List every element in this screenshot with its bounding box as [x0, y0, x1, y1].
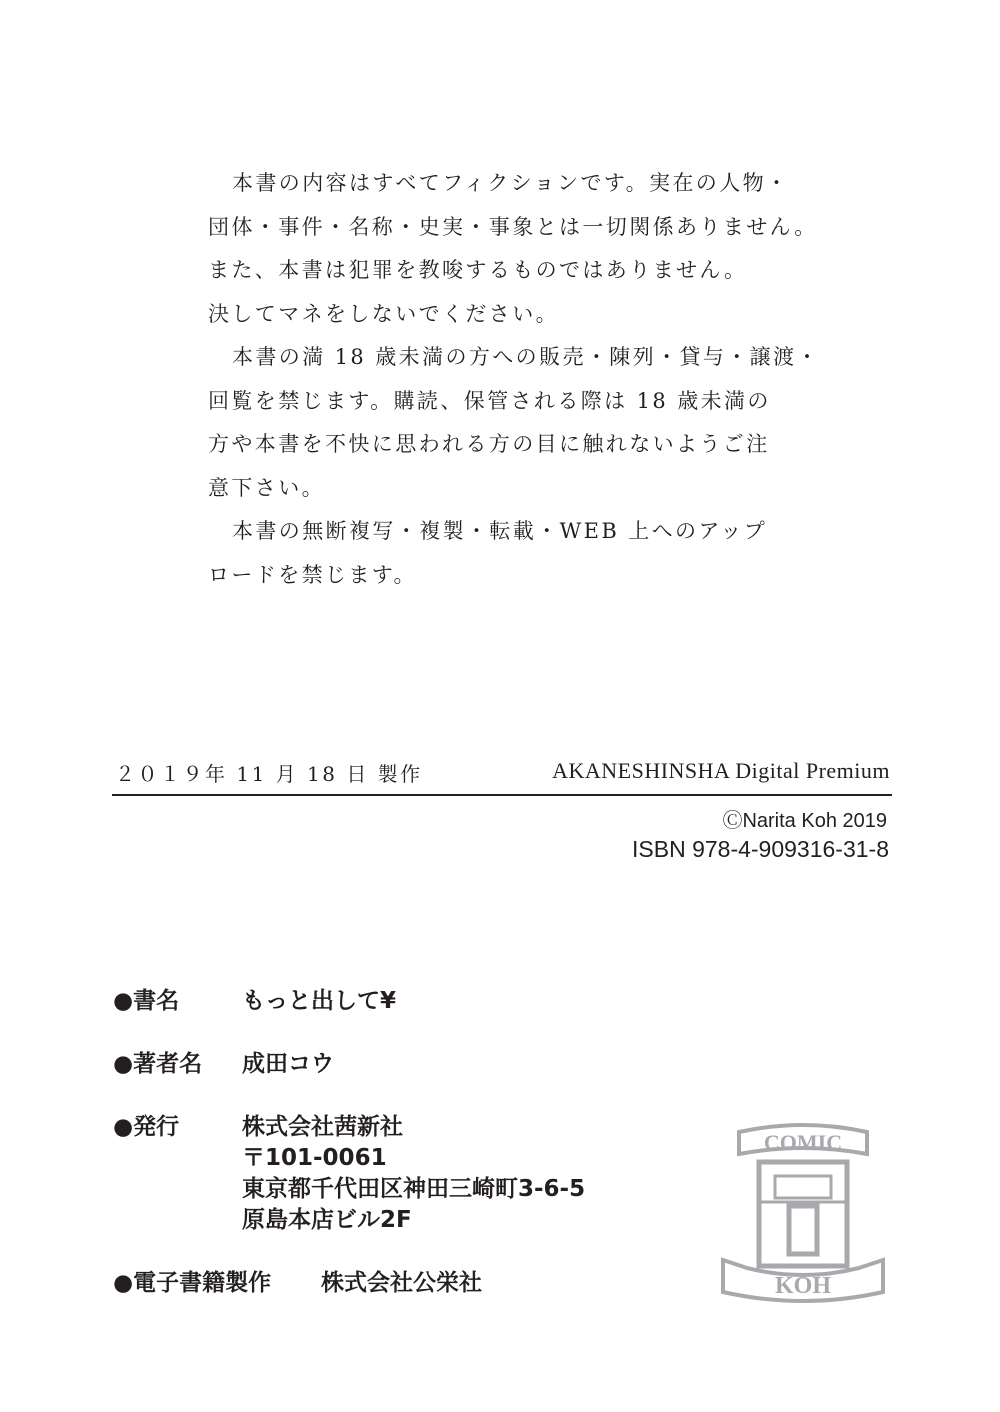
comic-koh-logo [713, 1110, 893, 1310]
notice-line: 団体・事件・名称・史実・事象とは一切関係ありません。 [208, 214, 818, 239]
info-author-label: ●著者名 [113, 1051, 203, 1077]
logo-top-text: COMIC [763, 1130, 843, 1155]
copyright-notice: ⒸNarita Koh 2019 [722, 810, 887, 832]
notice-line: 回覧を禁じます。購読、保管される際は 18 歳未満の [208, 388, 771, 413]
info-author-value: 成田コウ [242, 1051, 334, 1077]
info-ebook-value: 株式会社公栄社 [321, 1270, 482, 1296]
info-author-row [113, 1049, 334, 1080]
info-publisher-value [242, 1112, 585, 1236]
imprint-name: AKANESHINSHA Digital Premium [552, 758, 890, 783]
notice-line: 本書の無断複写・複製・転載・WEB 上へのアップ [232, 519, 768, 543]
info-ebook-row [113, 1268, 482, 1299]
info-title-value: もっと出して¥ [242, 988, 397, 1014]
notice-line: 本書の内容はすべてフィクションです。実在の人物・ [232, 171, 790, 195]
info-ebook-label: ●電子書籍製作 [113, 1270, 272, 1296]
notice-line: 方や本書を不快に思われる方の目に触れないようご注 [208, 432, 770, 456]
logo-bottom-text: KOH [774, 1273, 832, 1299]
publisher-name: 株式会社茜新社 [242, 1114, 403, 1140]
notice-line: 決してマネをしないでください。 [208, 301, 559, 326]
notice-text [208, 162, 820, 597]
notice-line: 本書の満 18 歳未満の方への販売・陳列・貸与・譲渡・ [232, 345, 820, 369]
publisher-building: 原島本店ビル2F [242, 1207, 412, 1233]
info-title-row [113, 986, 397, 1017]
notice-line: また、本書は犯罪を教唆するものではありません。 [208, 258, 748, 282]
info-title-label: ●書名 [113, 988, 180, 1014]
notice-line: ロードを禁じます。 [208, 562, 417, 587]
info-publisher-label: ●発行 [113, 1114, 180, 1140]
isbn: ISBN 978-4-909316-31-8 [632, 836, 889, 862]
publisher-address: 東京都千代田区神田三崎町3-6-5 [242, 1176, 586, 1202]
notice-line: 意下さい。 [208, 475, 325, 500]
publisher-postal-code: 〒101-0061 [242, 1145, 387, 1171]
divider-rule [112, 794, 892, 796]
production-date: ２０１９年 11 月 18 日 製作 [115, 762, 423, 786]
info-publisher-row [113, 1112, 586, 1233]
